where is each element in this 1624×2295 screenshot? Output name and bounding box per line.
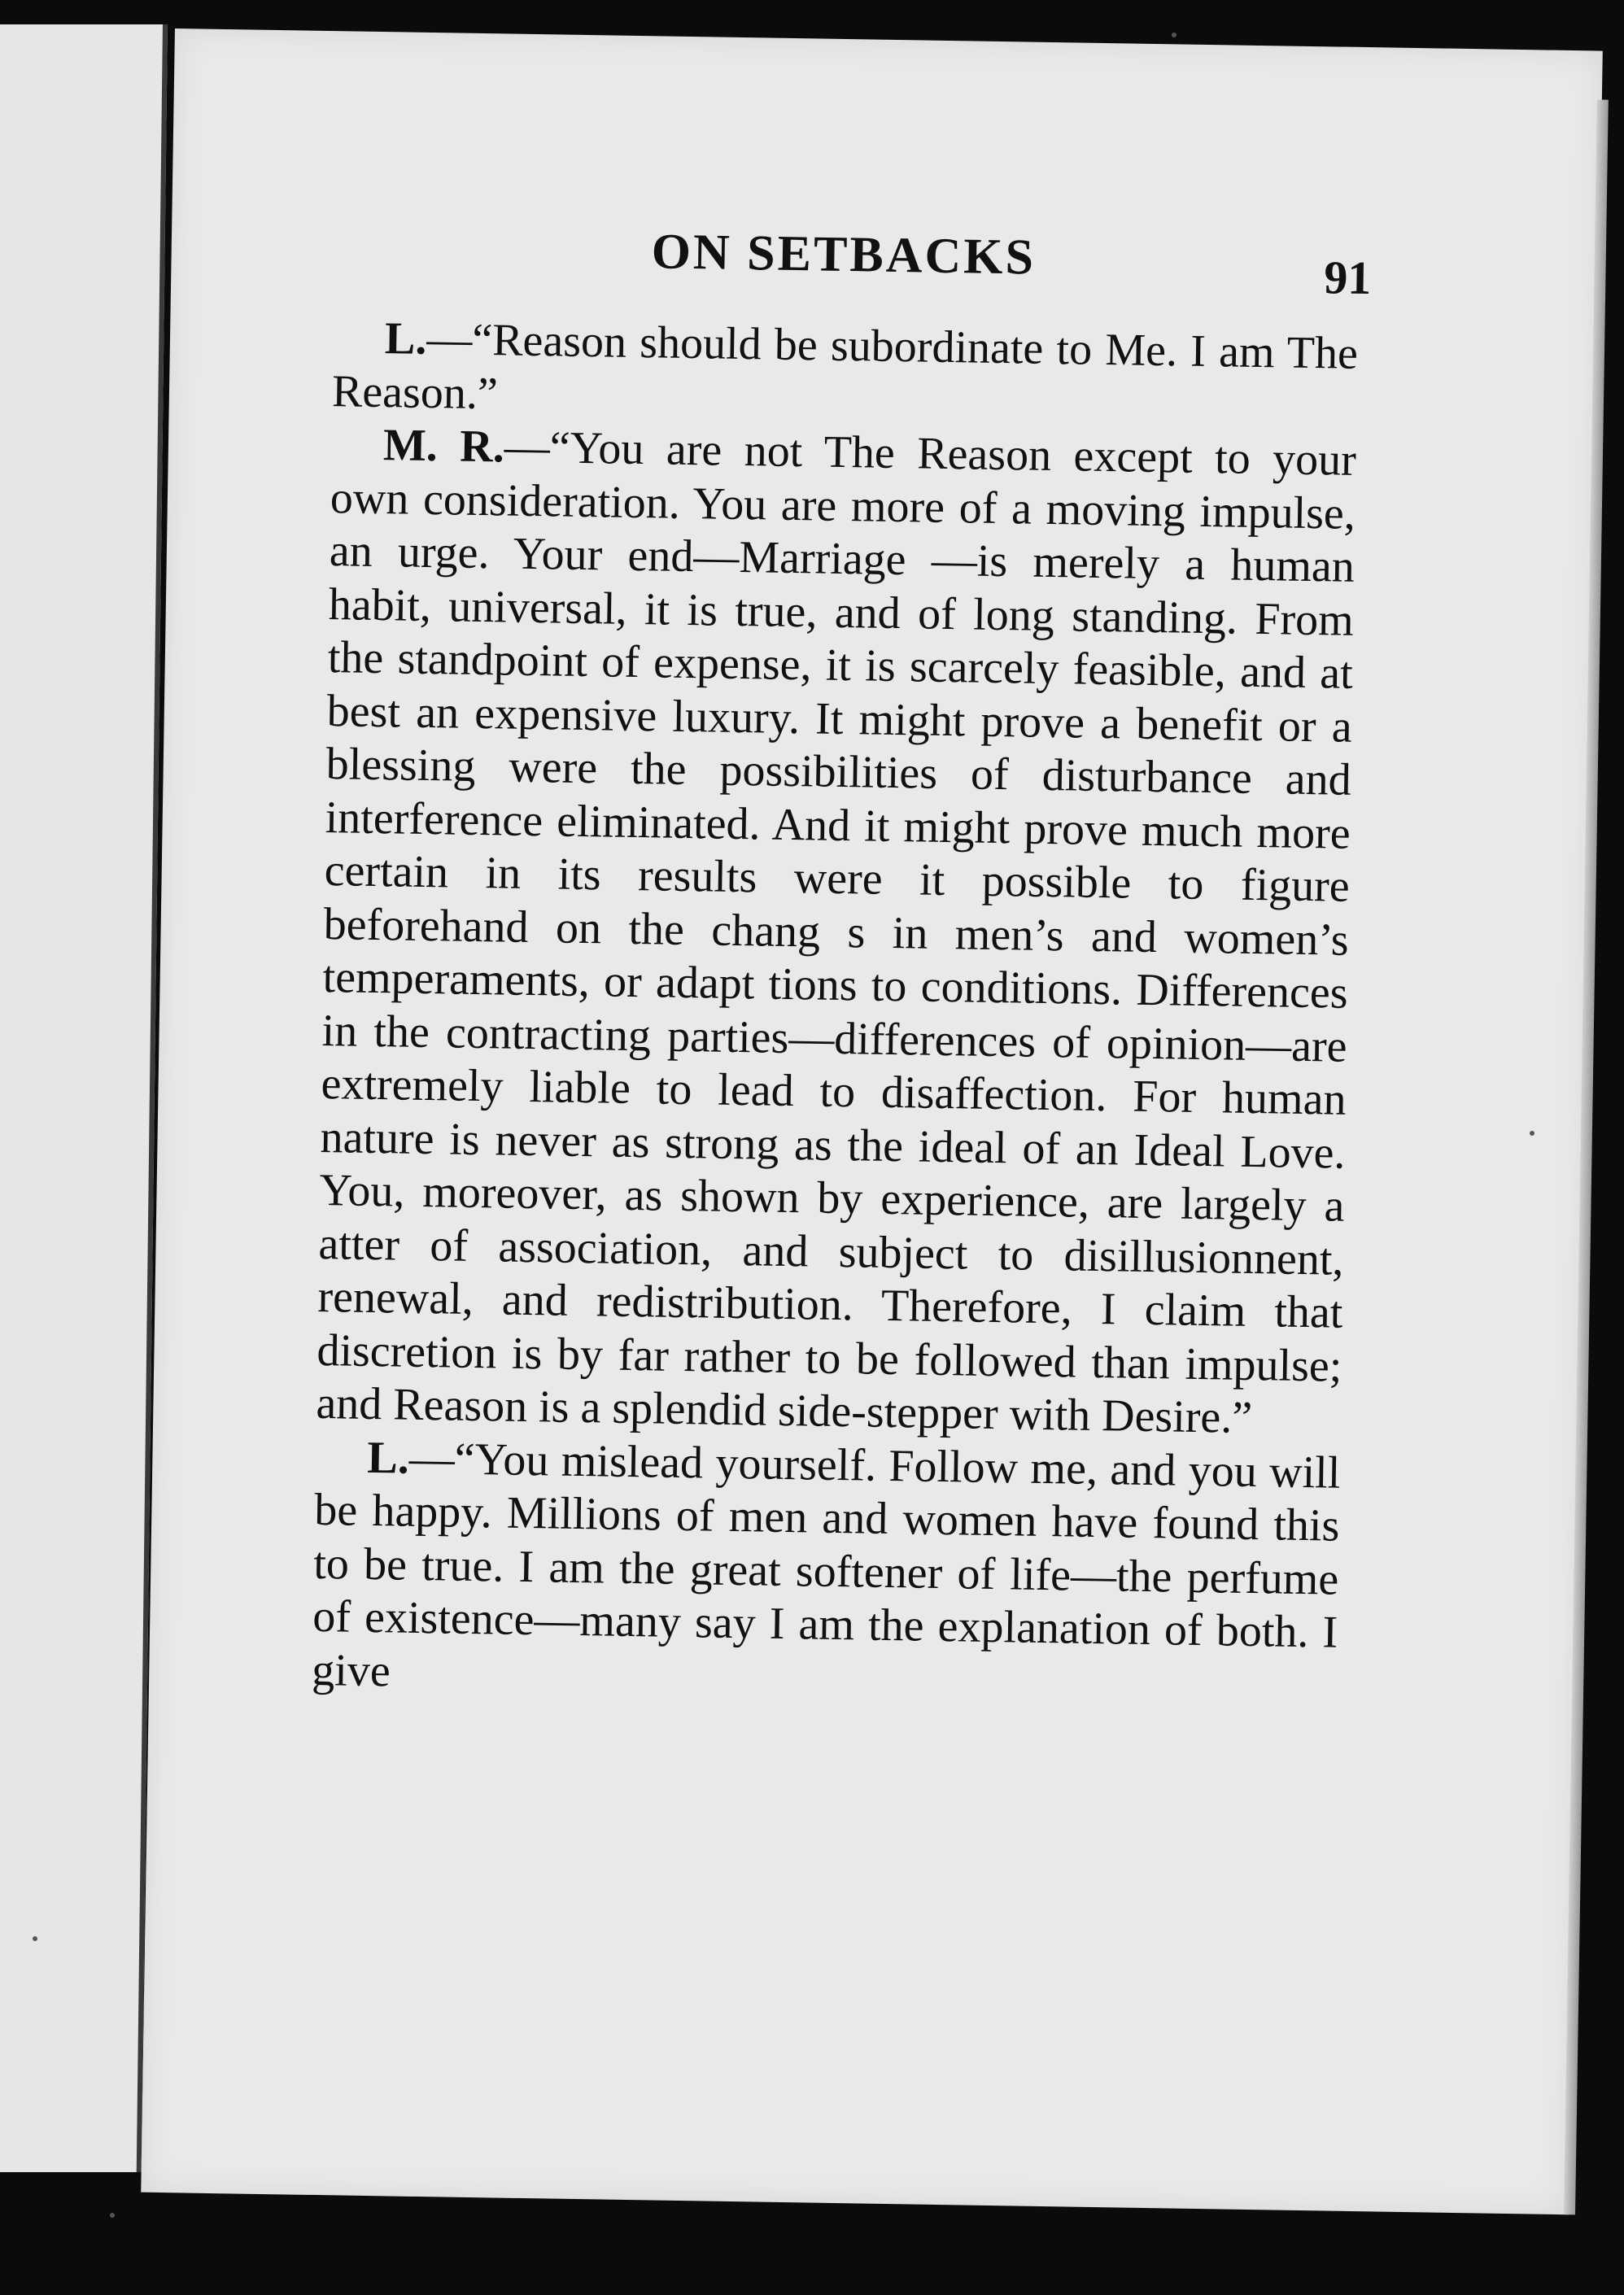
scan-speck	[1172, 33, 1177, 37]
scan-speck	[1530, 1131, 1535, 1136]
page-edge	[1564, 99, 1609, 2214]
paragraph-text: —“You are not The Reason except to your own consideration. You are more of a moving impulse, an urge. Your end—Marriage —is merely a human habit, universal, it is true, and of long standing. From the standpoint of expense, it is scarcely feasible, and at best an expensive luxury. It might prove a benefit or a blessing were the possibilities of disturbance and interference eliminated. And it might prove much more certain in its results were it possible to figure beforehand on the chang s in men’s and women’s temperaments, or adapt tions to conditions. Differences in the contracting parties—differences of opinion—are extremely liable to lead to disaffection. For human nature is never as strong as the ideal of an Ideal Love. You, moreover, as shown by experience, are largely a atter of association, and subject to disillusionnent, renewal, and redistribution. Therefore, I claim that discretion is by far rather to be followed than impulse; and Reason is a splendid side-stepper with Desire.”	[315, 421, 1357, 1444]
paragraph-text: —“You mislead yourself. Follow me, and you will be happy. Millions of men and women have found this to be true. I am the great softener of life—the perfume of existence—many say I am the explanation of both. I give	[311, 1433, 1341, 1696]
running-head: ON SETBACKS	[651, 224, 1037, 286]
speaker-label: L.	[366, 1432, 410, 1484]
scan-speck	[110, 2213, 115, 2218]
scan-speck	[33, 1936, 37, 1941]
body-text	[312, 312, 1359, 1713]
paragraph	[312, 1430, 1341, 1713]
paragraph	[331, 312, 1358, 434]
book-page	[141, 28, 1603, 2214]
facing-page-edge	[0, 24, 168, 2172]
speaker-label: L.	[384, 313, 427, 364]
paragraph-text: —“Reason should be subordinate to Me. I am The Reason.”	[331, 313, 1359, 419]
page-number: 91	[1323, 251, 1372, 305]
speaker-label: M. R.	[382, 420, 505, 473]
paragraph	[316, 418, 1356, 1446]
